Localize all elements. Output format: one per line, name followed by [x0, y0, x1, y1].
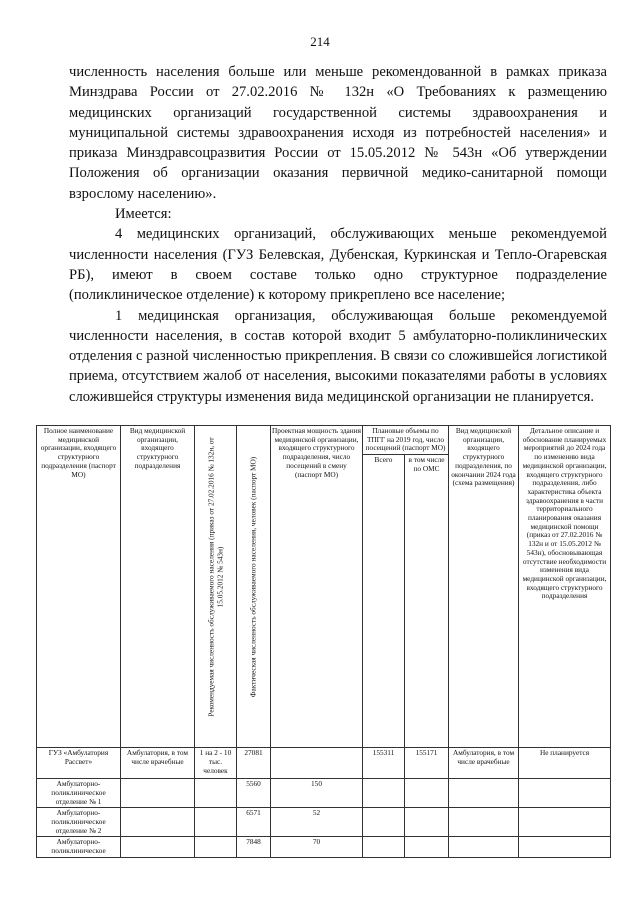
header-description: Детальное описание и обоснование планируемых мероприятий до 2024 года по изменению вида медицинской организации, входящего структурного подразделения, либо характеристика объекта здравоохранения в части территориального планирования оказания медицинской помощи (приказ от 27.02.2016 № 132н и от 15.05.2012 № 543н), обосновывающая отсутствие необходимости изменения вида медицинской организации, входящего структурного подразделения	[519, 426, 611, 748]
cell-capacity	[271, 748, 363, 779]
table-row	[37, 837, 611, 857]
paragraph-one-organization: 1 медицинская организация, обслуживающая больше рекомендуемой численности населения, в состав которой входит 5 амбулаторно-поликлинических отделения с разной численностью прикрепления. В связи со сложившейся логистикой приема, отсутствием жалоб от населения, высокими показателями работы в условиях сложившейся структуры изменения вида медицинской организации не планируется.	[69, 307, 607, 405]
cell-total: 155311	[363, 748, 405, 779]
page-number: 214	[310, 34, 330, 49]
cell-type-2024	[449, 837, 519, 857]
header-full-name: Полное наименование медицинской организации, входящего структурного подразделения (паспорт МО)	[37, 426, 121, 748]
header-type-2024: Вид медицинской организации, входящего структурного подразделения, по окончании 2024 года (схема размещения)	[449, 426, 519, 748]
cell-description: Не планируется	[519, 748, 611, 779]
cell-name: Амбулаторно-поликлиническое	[37, 837, 121, 857]
header-oms: в том числе по ОМС	[405, 455, 449, 748]
body-text	[69, 62, 607, 407]
table-row	[37, 808, 611, 837]
table-row	[37, 748, 611, 779]
cell-type-2024: Амбулатория, в том числе врачебные	[449, 748, 519, 779]
cell-name: ГУЗ «Амбулатория Рассвет»	[37, 748, 121, 779]
cell-recommended	[195, 808, 237, 837]
cell-description	[519, 779, 611, 808]
cell-oms: 155171	[405, 748, 449, 779]
header-actual	[237, 426, 271, 748]
cell-actual: 6571	[237, 808, 271, 837]
cell-capacity: 70	[271, 837, 363, 857]
cell-total	[363, 808, 405, 837]
cell-oms	[405, 837, 449, 857]
cell-type	[121, 808, 195, 837]
cell-type	[121, 779, 195, 808]
cell-name: Амбулаторно-поликлиническое отделение № 2	[37, 808, 121, 837]
table-header-row	[37, 426, 611, 455]
header-planned-volumes: Плановые объемы по ТПГГ на 2019 год, число посещений (паспорт МО)	[363, 426, 449, 455]
header-total: Всего	[363, 455, 405, 748]
paragraph-available: Имеется:	[115, 206, 172, 223]
cell-capacity: 150	[271, 779, 363, 808]
cell-actual: 5560	[237, 779, 271, 808]
cell-total	[363, 779, 405, 808]
cell-type-2024	[449, 779, 519, 808]
organizations-table	[36, 425, 611, 858]
header-actual-text: Фактическая численность обслуживаемого населения, человек (паспорт МО)	[248, 456, 258, 698]
header-recommended	[195, 426, 237, 748]
cell-type	[121, 837, 195, 857]
header-org-type: Вид медицинской организации, входящего структурного подразделения	[121, 426, 195, 748]
cell-recommended: 1 на 2 - 10 тыс. человек	[195, 748, 237, 779]
cell-recommended	[195, 779, 237, 808]
cell-oms	[405, 779, 449, 808]
cell-description	[519, 808, 611, 837]
cell-description	[519, 837, 611, 857]
cell-actual: 27081	[237, 748, 271, 779]
cell-total	[363, 837, 405, 857]
cell-oms	[405, 808, 449, 837]
cell-name: Амбулаторно-поликлиническое отделение № 1	[37, 779, 121, 808]
paragraph-intro: численность населения больше или меньше рекомендованной в рамках приказа Минздрава России от 27.02.2016 № 132н «О Требованиях к размещению медицинских организаций государственной системы здравоохранения и муниципальной системы здравоохранения исходя из потребностей населения» и приказа Минздравсоцразвития России от 15.05.2012 № 543н «Об утверждении Положения об организации оказания первичной медико-санитарной помощи взрослому населению».	[69, 64, 607, 202]
cell-actual: 7848	[237, 837, 271, 857]
paragraph-four-organizations: 4 медицинских организаций, обслуживающих меньше рекомендуемой численности населения (ГУЗ Белевская, Дубенская, Куркинская и Тепло-Огаревская РБ), имеют в своем составе только одно структурное подразделение (поликлиническое отделение) к которому прикреплено все население;	[69, 226, 607, 304]
header-recommended-text: Рекомендуемая численность обслуживаемого населения (приказ от 27.02.2016 № 132н, от 15.05.2012 № 543н)	[205, 437, 224, 717]
table-row	[37, 779, 611, 808]
cell-type-2024	[449, 808, 519, 837]
cell-type: Амбулатория, в том числе врачебные	[121, 748, 195, 779]
cell-capacity: 52	[271, 808, 363, 837]
cell-recommended	[195, 837, 237, 857]
header-capacity: Проектная мощность здания медицинской организации, входящего структурного подразделения, число посещений в смену (паспорт МО)	[271, 426, 363, 748]
